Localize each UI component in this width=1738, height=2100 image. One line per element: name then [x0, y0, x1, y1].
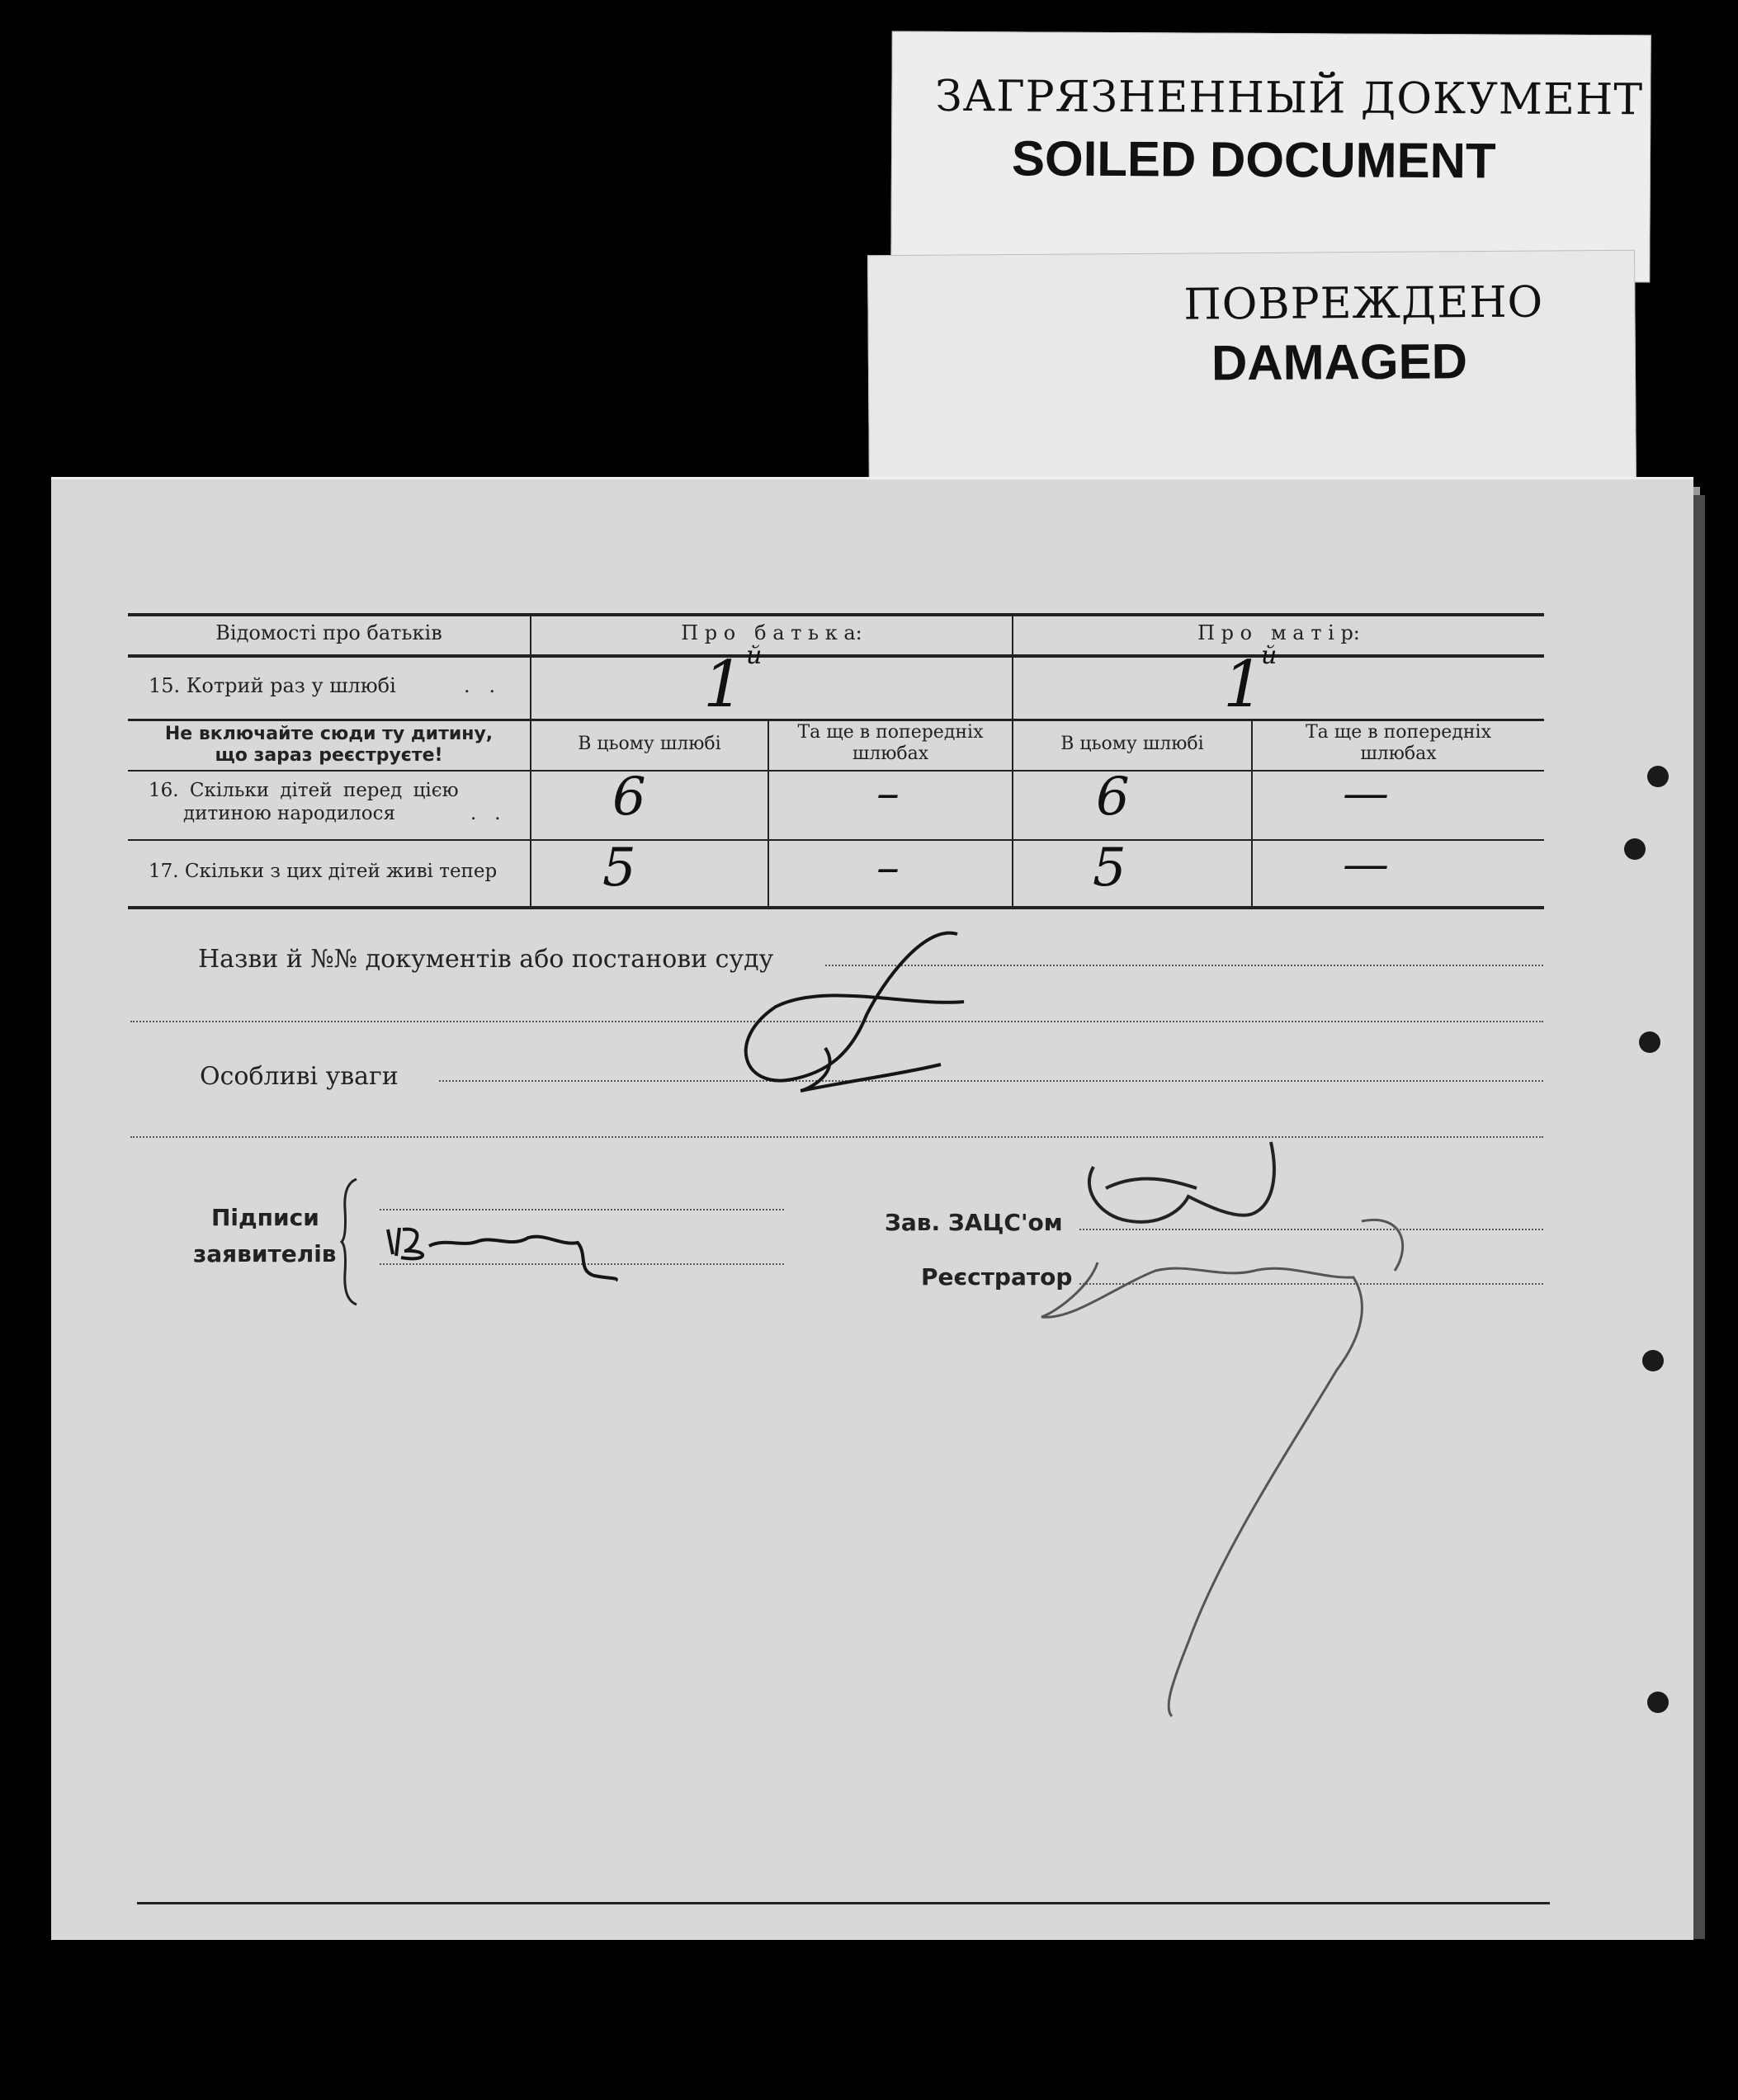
row16-mother-this: 6 [1096, 767, 1130, 828]
applicant-signature [388, 1228, 616, 1281]
signatures-label-line2: заявителів [193, 1240, 337, 1267]
soiled-label-ru: ЗАГРЯЗНЕННЫЙ ДОКУМЕНТ [935, 71, 1644, 125]
row15-leader-dots: . . [464, 674, 496, 697]
registrar-label: Реєстратор [921, 1263, 1073, 1291]
court-docs-dash-mark [746, 933, 964, 1091]
row15-father-suffix: й [746, 641, 763, 670]
punch-hole [1647, 1692, 1669, 1713]
documents-label: Назви й №№ документів або постанови суду [198, 945, 774, 974]
header-parents-info: Відомості про батьків [215, 621, 442, 644]
damaged-label-en: DAMAGED [1211, 333, 1468, 391]
subheader-mother-prev-2: шлюбах [1360, 743, 1437, 764]
damaged-label-ru: ПОВРЕЖДЕНО [1183, 277, 1544, 330]
head-of-registry-label: Зав. ЗАЦС'ом [885, 1209, 1063, 1236]
subheader-father-this: В цьому шлюбі [578, 734, 721, 754]
row15-father-value: 1 [703, 648, 744, 722]
notice-line-2: що зараз реєструєте! [215, 745, 443, 766]
row15-mother-value: 1 [1223, 648, 1264, 722]
soiled-label-en: SOILED DOCUMENT [1011, 130, 1496, 189]
row17-mother-prev: — [1343, 838, 1389, 891]
row16-label-line1: 16. Скільки дітей перед цією [149, 780, 459, 801]
row16-leader-dots: . . [470, 803, 501, 824]
subheader-mother-this: В цьому шлюбі [1060, 734, 1204, 754]
subheader-father-prev-1: Та ще в попередніх [797, 722, 984, 743]
punch-hole [1647, 766, 1669, 787]
punch-hole [1639, 1031, 1660, 1053]
header-about-father: П р о б а т ь к а: [681, 621, 862, 644]
row16-father-this: 6 [612, 767, 646, 828]
punch-hole [1642, 1350, 1664, 1371]
row15-mother-suffix: й [1261, 641, 1278, 670]
row17-father-this: 5 [602, 838, 636, 899]
row17-label: 17. Скільки з цих дітей живі тепер [149, 861, 498, 882]
row15-label: 15. Котрий раз у шлюбі [149, 674, 396, 697]
row17-father-prev: – [876, 841, 900, 894]
row17-mother-this: 5 [1093, 838, 1126, 899]
head-of-registry-signature [1089, 1142, 1274, 1222]
subheader-mother-prev-1: Та ще в попередніх [1306, 722, 1491, 743]
subheader-father-prev-2: шлюбах [852, 743, 929, 764]
header-about-mother: П р о м а т і р: [1197, 621, 1360, 644]
registrar-signature [1041, 1220, 1403, 1716]
row16-label-line2: дитиною народилося [183, 803, 396, 824]
notice-line-1: Не включайте сюди ту дитину, [164, 724, 494, 744]
signatures-label-line1: Підписи [211, 1204, 319, 1231]
remarks-label: Особливі уваги [200, 1062, 399, 1091]
row16-mother-prev: — [1343, 767, 1389, 820]
row16-father-prev: – [876, 767, 900, 820]
punch-hole [1624, 838, 1646, 860]
